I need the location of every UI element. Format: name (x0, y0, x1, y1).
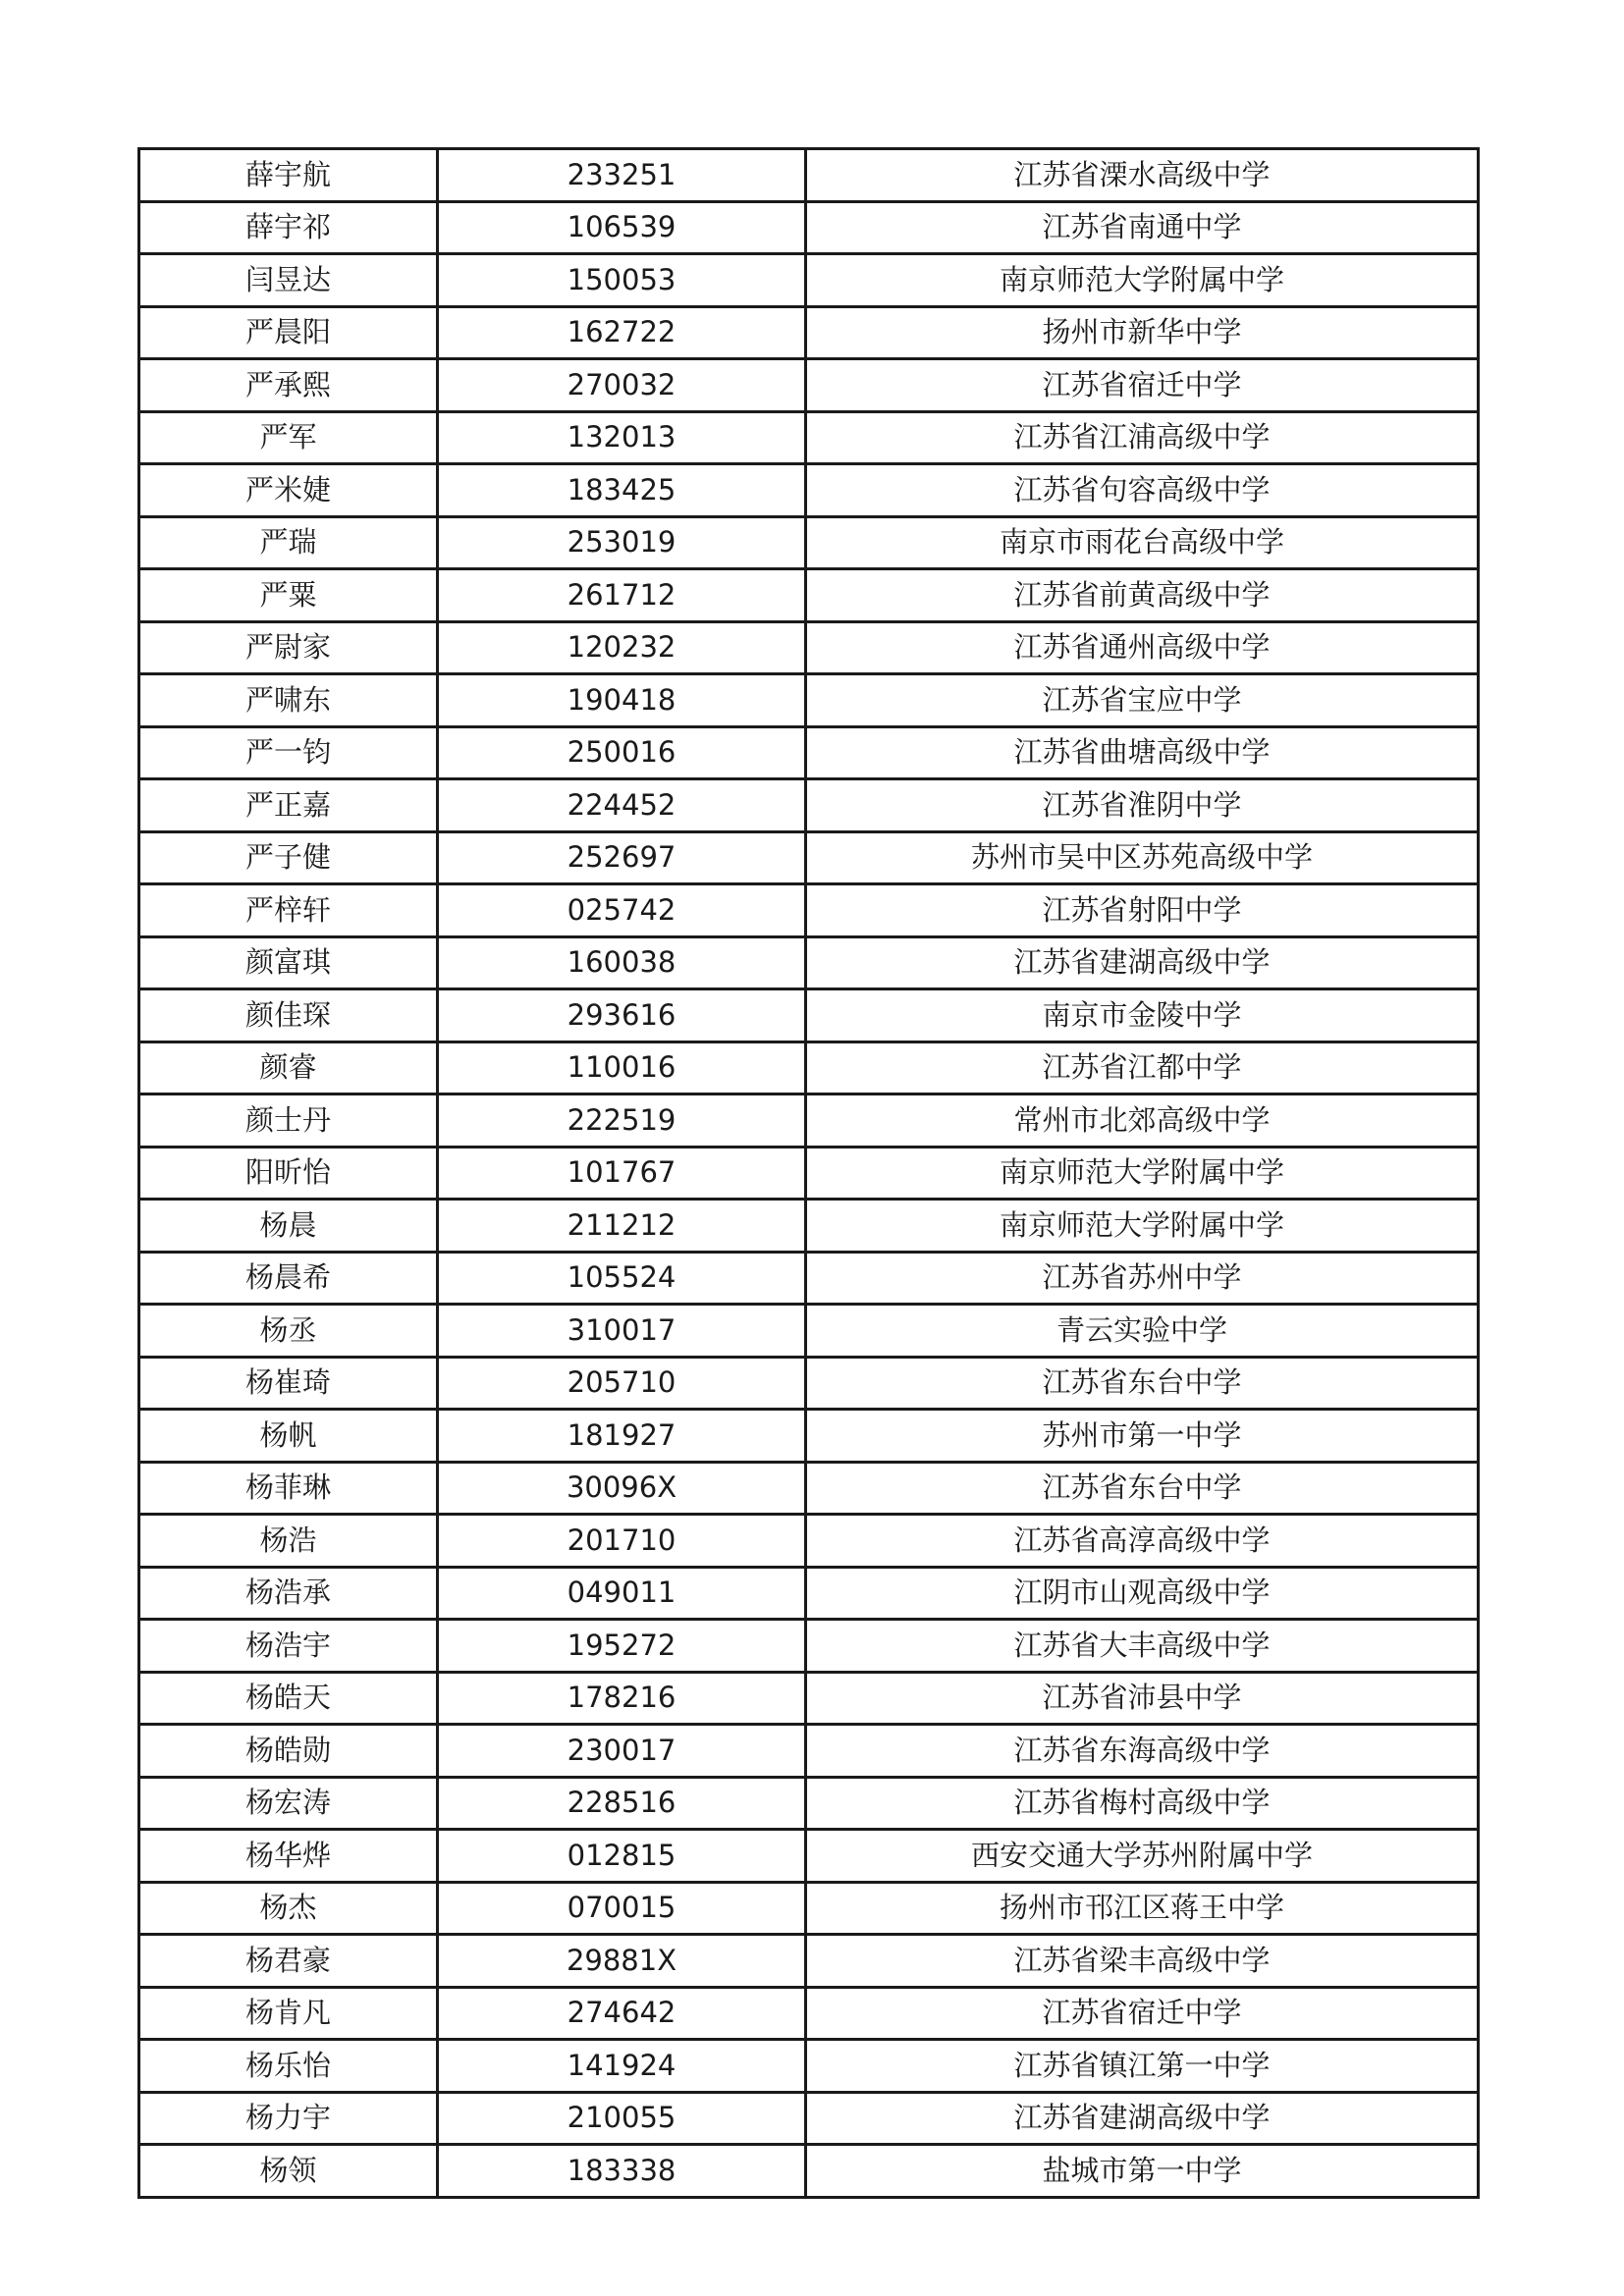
table-row (139, 726, 1479, 779)
school-name-cell: 江苏省苏州中学 (806, 1252, 1479, 1305)
school-name-cell: 江苏省南通中学 (806, 201, 1479, 254)
school-name-cell: 江苏省东台中学 (806, 1357, 1479, 1410)
exam-id-cell: 110016 (438, 1041, 806, 1095)
table-row (139, 1200, 1479, 1253)
table-row (139, 1987, 1479, 2040)
exam-id-cell: 30096X (438, 1462, 806, 1515)
exam-id-cell: 195272 (438, 1620, 806, 1673)
student-name-cell: 严啸东 (139, 674, 438, 727)
table-row (139, 411, 1479, 464)
school-name-cell: 西安交通大学苏州附属中学 (806, 1830, 1479, 1883)
school-name-cell: 江苏省东海高级中学 (806, 1725, 1479, 1778)
school-name-cell: 江苏省高淳高级中学 (806, 1515, 1479, 1568)
exam-id-cell: 224452 (438, 779, 806, 832)
student-name-cell: 薛宇祁 (139, 201, 438, 254)
exam-id-cell: 181927 (438, 1410, 806, 1463)
school-name-cell: 苏州市吴中区苏苑高级中学 (806, 831, 1479, 884)
table-row (139, 1462, 1479, 1515)
table-row (139, 1935, 1479, 1988)
exam-id-cell: 201710 (438, 1515, 806, 1568)
student-name-cell: 杨皓勋 (139, 1725, 438, 1778)
table-row (139, 1882, 1479, 1935)
exam-id-cell: 310017 (438, 1305, 806, 1358)
table-row (139, 464, 1479, 517)
exam-id-cell: 012815 (438, 1830, 806, 1883)
table-row (139, 936, 1479, 989)
student-name-cell: 杨浩宇 (139, 1620, 438, 1673)
roster-table (137, 147, 1480, 2199)
exam-id-cell: 132013 (438, 411, 806, 464)
school-name-cell: 江苏省沛县中学 (806, 1672, 1479, 1725)
table-row (139, 1305, 1479, 1358)
table-row (139, 254, 1479, 307)
school-name-cell: 江苏省通州高级中学 (806, 621, 1479, 674)
table-row (139, 201, 1479, 254)
table-row (139, 884, 1479, 937)
exam-id-cell: 105524 (438, 1252, 806, 1305)
table-row (139, 1410, 1479, 1463)
student-name-cell: 颜佳琛 (139, 989, 438, 1042)
school-name-cell: 江苏省曲塘高级中学 (806, 726, 1479, 779)
table-row (139, 2092, 1479, 2145)
table-row (139, 1515, 1479, 1568)
school-name-cell: 江苏省东台中学 (806, 1462, 1479, 1515)
exam-id-cell: 270032 (438, 359, 806, 412)
table-row (139, 1777, 1479, 1830)
school-name-cell: 南京师范大学附属中学 (806, 1147, 1479, 1200)
school-name-cell: 江苏省射阳中学 (806, 884, 1479, 937)
student-name-cell: 薛宇航 (139, 149, 438, 202)
exam-id-cell: 049011 (438, 1567, 806, 1620)
table-row (139, 831, 1479, 884)
exam-id-cell: 233251 (438, 149, 806, 202)
student-name-cell: 杨浩 (139, 1515, 438, 1568)
table-row (139, 2040, 1479, 2093)
table-row (139, 516, 1479, 569)
school-name-cell: 江苏省梅村高级中学 (806, 1777, 1479, 1830)
exam-id-cell: 141924 (438, 2040, 806, 2093)
table-row (139, 1041, 1479, 1095)
school-name-cell: 南京市雨花台高级中学 (806, 516, 1479, 569)
exam-id-cell: 228516 (438, 1777, 806, 1830)
table-row (139, 779, 1479, 832)
school-name-cell: 江苏省前黄高级中学 (806, 569, 1479, 622)
school-name-cell: 常州市北郊高级中学 (806, 1095, 1479, 1148)
student-name-cell: 严军 (139, 411, 438, 464)
exam-id-cell: 070015 (438, 1882, 806, 1935)
exam-id-cell: 210055 (438, 2092, 806, 2145)
exam-id-cell: 253019 (438, 516, 806, 569)
table-row (139, 149, 1479, 202)
table-row (139, 1147, 1479, 1200)
exam-id-cell: 252697 (438, 831, 806, 884)
student-name-cell: 严子健 (139, 831, 438, 884)
school-name-cell: 江苏省镇江第一中学 (806, 2040, 1479, 2093)
school-name-cell: 南京师范大学附属中学 (806, 1200, 1479, 1253)
exam-id-cell: 250016 (438, 726, 806, 779)
exam-id-cell: 106539 (438, 201, 806, 254)
student-name-cell: 杨乐怡 (139, 2040, 438, 2093)
student-name-cell: 严梓轩 (139, 884, 438, 937)
exam-id-cell: 150053 (438, 254, 806, 307)
student-name-cell: 阳昕怡 (139, 1147, 438, 1200)
student-name-cell: 严晨阳 (139, 306, 438, 359)
student-name-cell: 杨皓天 (139, 1672, 438, 1725)
exam-id-cell: 190418 (438, 674, 806, 727)
exam-id-cell: 222519 (438, 1095, 806, 1148)
student-name-cell: 杨领 (139, 2145, 438, 2198)
student-name-cell: 杨宏涛 (139, 1777, 438, 1830)
table-row (139, 674, 1479, 727)
student-name-cell: 杨帆 (139, 1410, 438, 1463)
student-name-cell: 严米婕 (139, 464, 438, 517)
student-name-cell: 杨丞 (139, 1305, 438, 1358)
student-name-cell: 杨菲琳 (139, 1462, 438, 1515)
student-name-cell: 闫昱达 (139, 254, 438, 307)
school-name-cell: 江苏省宿迁中学 (806, 359, 1479, 412)
exam-id-cell: 162722 (438, 306, 806, 359)
table-row (139, 1357, 1479, 1410)
school-name-cell: 扬州市邗江区蒋王中学 (806, 1882, 1479, 1935)
school-name-cell: 扬州市新华中学 (806, 306, 1479, 359)
student-name-cell: 杨晨 (139, 1200, 438, 1253)
student-name-cell: 颜士丹 (139, 1095, 438, 1148)
table-row (139, 569, 1479, 622)
exam-id-cell: 120232 (438, 621, 806, 674)
student-name-cell: 严正嘉 (139, 779, 438, 832)
student-name-cell: 杨君豪 (139, 1935, 438, 1988)
exam-id-cell: 205710 (438, 1357, 806, 1410)
student-name-cell: 颜富琪 (139, 936, 438, 989)
student-name-cell: 杨杰 (139, 1882, 438, 1935)
school-name-cell: 江苏省溧水高级中学 (806, 149, 1479, 202)
exam-id-cell: 101767 (438, 1147, 806, 1200)
table-row (139, 1725, 1479, 1778)
school-name-cell: 江苏省句容高级中学 (806, 464, 1479, 517)
student-name-cell: 杨力宇 (139, 2092, 438, 2145)
exam-id-cell: 160038 (438, 936, 806, 989)
table-row (139, 359, 1479, 412)
exam-id-cell: 183338 (438, 2145, 806, 2198)
table-row (139, 1620, 1479, 1673)
school-name-cell: 江苏省大丰高级中学 (806, 1620, 1479, 1673)
student-name-cell: 杨晨希 (139, 1252, 438, 1305)
student-name-cell: 杨肯凡 (139, 1987, 438, 2040)
table-row (139, 1252, 1479, 1305)
student-name-cell: 杨华烨 (139, 1830, 438, 1883)
school-name-cell: 江苏省梁丰高级中学 (806, 1935, 1479, 1988)
exam-id-cell: 230017 (438, 1725, 806, 1778)
school-name-cell: 江苏省江都中学 (806, 1041, 1479, 1095)
school-name-cell: 江苏省淮阴中学 (806, 779, 1479, 832)
table-row (139, 1095, 1479, 1148)
school-name-cell: 苏州市第一中学 (806, 1410, 1479, 1463)
table-row (139, 2145, 1479, 2198)
student-name-cell: 颜睿 (139, 1041, 438, 1095)
exam-id-cell: 025742 (438, 884, 806, 937)
school-name-cell: 江苏省建湖高级中学 (806, 2092, 1479, 2145)
roster-body (139, 149, 1479, 2198)
exam-id-cell: 274642 (438, 1987, 806, 2040)
school-name-cell: 盐城市第一中学 (806, 2145, 1479, 2198)
school-name-cell: 江苏省宝应中学 (806, 674, 1479, 727)
table-row (139, 621, 1479, 674)
exam-id-cell: 211212 (438, 1200, 806, 1253)
student-name-cell: 杨浩承 (139, 1567, 438, 1620)
student-name-cell: 严尉家 (139, 621, 438, 674)
exam-id-cell: 29881X (438, 1935, 806, 1988)
table-row (139, 989, 1479, 1042)
school-name-cell: 江苏省江浦高级中学 (806, 411, 1479, 464)
exam-id-cell: 261712 (438, 569, 806, 622)
student-name-cell: 严粟 (139, 569, 438, 622)
student-name-cell: 严承熙 (139, 359, 438, 412)
table-row (139, 306, 1479, 359)
school-name-cell: 江苏省宿迁中学 (806, 1987, 1479, 2040)
table-row (139, 1830, 1479, 1883)
exam-id-cell: 293616 (438, 989, 806, 1042)
student-name-cell: 严瑞 (139, 516, 438, 569)
student-name-cell: 杨崔琦 (139, 1357, 438, 1410)
school-name-cell: 青云实验中学 (806, 1305, 1479, 1358)
student-name-cell: 严一钧 (139, 726, 438, 779)
table-row (139, 1567, 1479, 1620)
school-name-cell: 江阴市山观高级中学 (806, 1567, 1479, 1620)
exam-id-cell: 183425 (438, 464, 806, 517)
table-row (139, 1672, 1479, 1725)
school-name-cell: 南京师范大学附属中学 (806, 254, 1479, 307)
exam-id-cell: 178216 (438, 1672, 806, 1725)
school-name-cell: 南京市金陵中学 (806, 989, 1479, 1042)
school-name-cell: 江苏省建湖高级中学 (806, 936, 1479, 989)
